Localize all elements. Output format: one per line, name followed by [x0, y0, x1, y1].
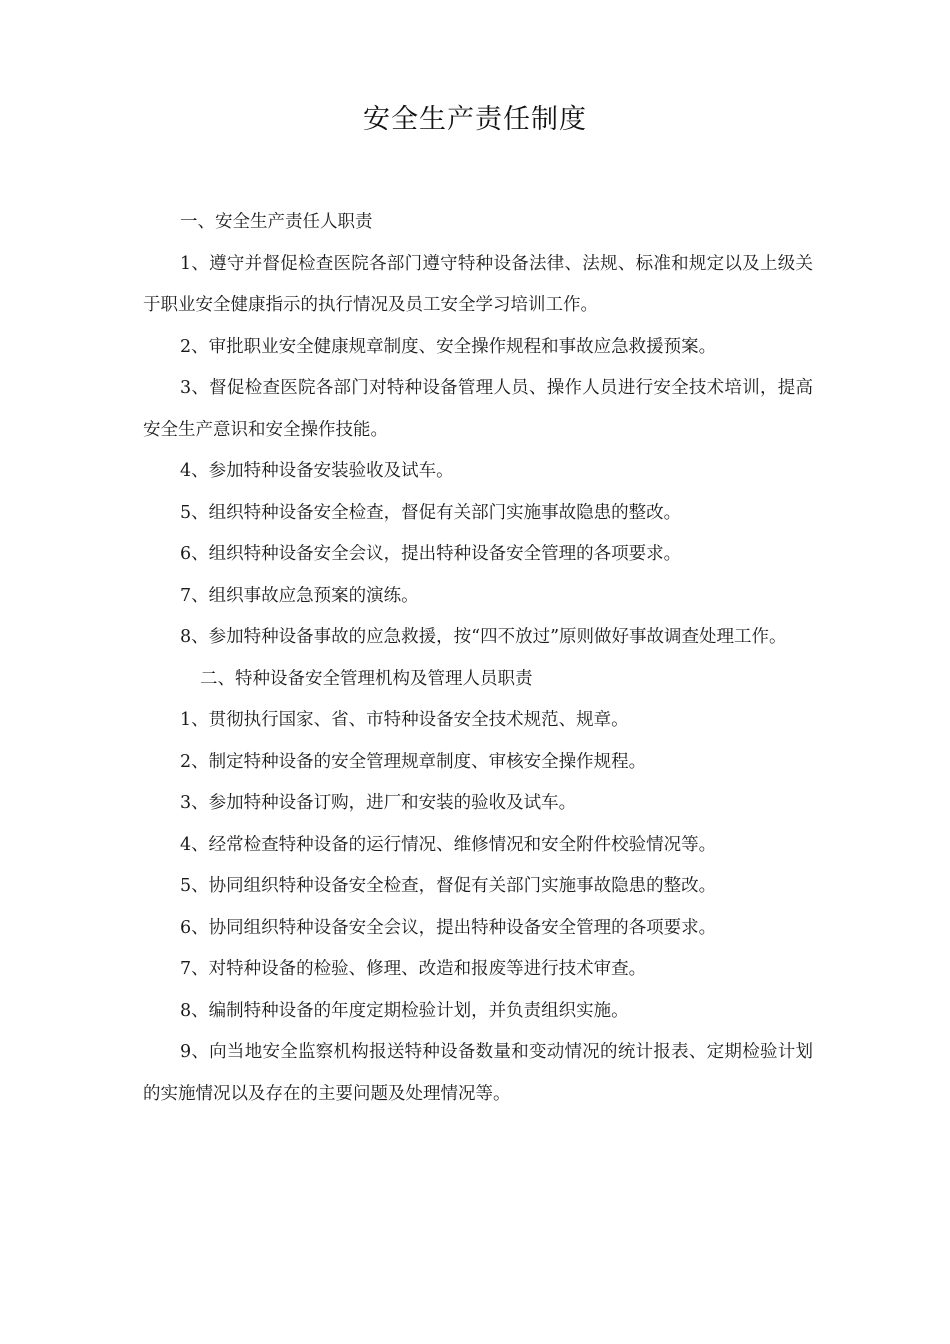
document-title: 安全生产责任制度: [363, 104, 587, 135]
section-2-item-7: 7、对特种设备的检验、修理、改造和报废等进行技术审查。: [180, 959, 647, 979]
section-1-item-3: 3、督促检查医院各部门对特种设备管理人员、操作人员进行安全技术培训，提高安全生产意识和安全操作技能。: [143, 378, 813, 440]
section-2-item-5: 5、协同组织特种设备安全检查，督促有关部门实施事故隐患的整改。: [180, 876, 717, 896]
document-body: [143, 202, 813, 1115]
section-2-item-9: 9、向当地安全监察机构报送特种设备数量和变动情况的统计报表、定期检验计划的实施情况以及存在的主要问题及处理情况等。: [143, 1042, 813, 1104]
section-2-item-6: 6、协同组织特种设备安全会议，提出特种设备安全管理的各项要求。: [180, 917, 717, 938]
section-heading-2: 二、特种设备安全管理机构及管理人员职责: [200, 668, 533, 689]
section-1-item-2: 2、审批职业安全健康规章制度、安全操作规程和事故应急救援预案。: [180, 336, 717, 357]
section-2-item-1: 1、贯彻执行国家、省、市特种设备安全技术规范、规章。: [180, 710, 629, 730]
section-2-item-3: 3、参加特种设备订购，进厂和安装的验收及试车。: [180, 793, 577, 813]
section-1-item-8: 8、参加特种设备事故的应急救援，按“四不放过”原则做好事故调查处理工作。: [180, 627, 787, 647]
section-2-item-2: 2、制定特种设备的安全管理规章制度、审核安全操作规程。: [180, 751, 647, 772]
section-1-item-1: 1、遵守并督促检查医院各部门遵守特种设备法律、法规、标准和规定以及上级关于职业安全健康指示的执行情况及员工安全学习培训工作。: [143, 253, 813, 315]
section-1-item-6: 6、组织特种设备安全会议，提出特种设备安全管理的各项要求。: [180, 544, 682, 564]
section-2-item-4: 4、经常检查特种设备的运行情况、维修情况和安全附件校验情况等。: [180, 834, 717, 855]
section-1-item-7: 7、组织事故应急预案的演练。: [180, 585, 419, 606]
section-1-item-5: 5、组织特种设备安全检查，督促有关部门实施事故隐患的整改。: [180, 502, 682, 523]
section-heading-1: 一、安全生产责任人职责: [180, 212, 373, 232]
section-2-item-8: 8、编制特种设备的年度定期检验计划，并负责组织实施。: [180, 1000, 629, 1021]
section-1-item-4: 4、参加特种设备安装验收及试车。: [180, 461, 454, 481]
